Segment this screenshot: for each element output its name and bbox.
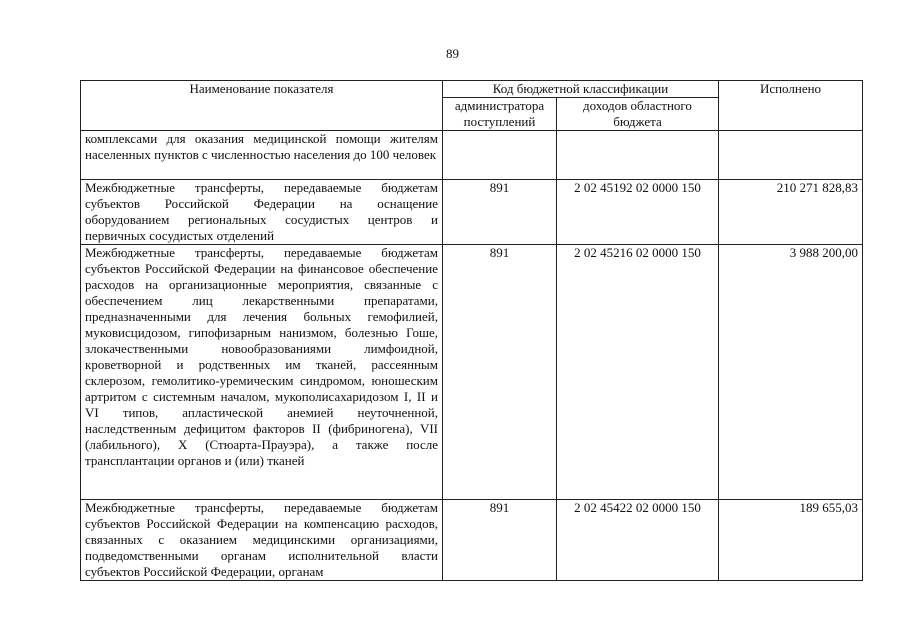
row-name: Межбюджетные трансферты, передаваемые бюджетам субъектов Российской Федерации на компенсацию расходов, связанных с оказанием медицинскими организациями, подведомственными органам исполнительной власти субъектов Российской Федерации, органам — [81, 500, 443, 581]
header-name: Наименование показателя — [81, 81, 443, 131]
budget-table — [80, 80, 863, 581]
header-row — [81, 81, 863, 98]
header-income: доходов областного бюджета — [557, 98, 719, 131]
row-income-code — [557, 131, 719, 180]
row-name: Межбюджетные трансферты, передаваемые бюджетам субъектов Российской Федерации на оснащение оборудованием региональных сосудистых центров и первичных сосудистых отделений — [81, 180, 443, 245]
row-amount — [719, 131, 863, 180]
row-amount: 3 988 200,00 — [719, 245, 863, 500]
table-row — [81, 131, 863, 180]
row-administrator — [443, 131, 557, 180]
row-administrator: 891 — [443, 245, 557, 500]
table-row — [81, 500, 863, 581]
header-code-group: Код бюджетной классификации — [443, 81, 719, 98]
header-executed: Исполнено — [719, 81, 863, 131]
row-administrator: 891 — [443, 500, 557, 581]
row-administrator: 891 — [443, 180, 557, 245]
row-income-code: 2 02 45216 02 0000 150 — [557, 245, 719, 500]
header-administrator: администратора поступлений — [443, 98, 557, 131]
row-name: Межбюджетные трансферты, передаваемые бюджетам субъектов Российской Федерации на финансовое обеспечение расходов на организационные мероприятия, связанные с обеспечением лиц лекарственными препаратами, предназначенными для лечения больных гемофилией, муковисцидозом, гипофизарным нанизмом, болезнью Гоше, злокачественными новообразованиями лимфоидной, кроветворной и родственных им тканей, рассеянным склерозом, гемолитико-уремическим синдромом, юношеским артритом с системным началом, мукополисахаридозом I, II и VI типов, апластической анемией неуточненной, наследственным дефицитом факторов II (фибриногена), VII (лабильного), X (Стюарта-Прауэра), а также после трансплантации органов и (или) тканей — [81, 245, 443, 500]
row-income-code: 2 02 45192 02 0000 150 — [557, 180, 719, 245]
page-number: 89 — [446, 46, 459, 61]
row-name: комплексами для оказания медицинской помощи жителям населенных пунктов с численностью населения до 100 человек — [81, 131, 443, 180]
row-income-code: 2 02 45422 02 0000 150 — [557, 500, 719, 581]
row-amount: 210 271 828,83 — [719, 180, 863, 245]
row-amount: 189 655,03 — [719, 500, 863, 581]
table-row — [81, 180, 863, 245]
table-row — [81, 245, 863, 500]
